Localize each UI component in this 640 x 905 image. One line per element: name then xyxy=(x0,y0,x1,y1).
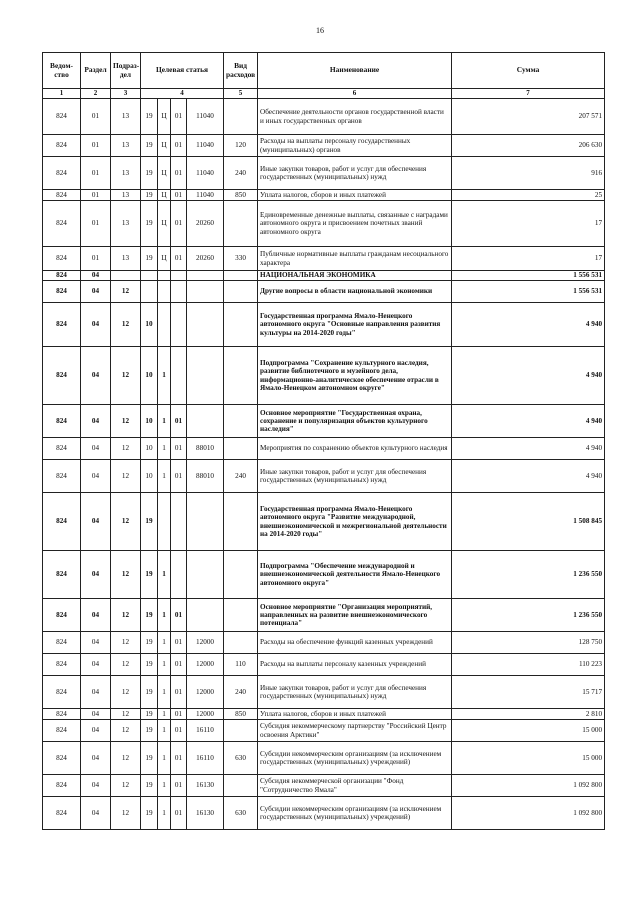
cell-vid-rashodov xyxy=(224,438,258,460)
cell-vedomstvo: 824 xyxy=(43,632,81,654)
cell-tselevaya-3: 01 xyxy=(171,190,187,201)
cell-vedomstvo: 824 xyxy=(43,157,81,190)
cell-podrazdel: 12 xyxy=(111,775,141,797)
cell-vid-rashodov xyxy=(224,493,258,551)
table-row xyxy=(43,460,605,493)
cell-podrazdel: 12 xyxy=(111,303,141,347)
cell-tselevaya-2: Ц xyxy=(158,135,171,157)
cell-summa: 2 810 xyxy=(452,709,605,720)
cell-tselevaya-1: 10 xyxy=(141,405,158,438)
cell-tselevaya-2: 1 xyxy=(158,775,171,797)
cell-podrazdel: 12 xyxy=(111,438,141,460)
cell-summa: 207 571 xyxy=(452,99,605,135)
cell-vedomstvo: 824 xyxy=(43,405,81,438)
cell-razdel: 04 xyxy=(81,405,111,438)
cell-tselevaya-3: 01 xyxy=(171,135,187,157)
cell-tselevaya-4 xyxy=(187,281,224,303)
cell-vedomstvo: 824 xyxy=(43,438,81,460)
cell-summa: 1 556 531 xyxy=(452,281,605,303)
cell-naimenovanie: Уплата налогов, сборов и иных платежей xyxy=(258,190,452,201)
header-razdel: Раздел xyxy=(81,53,111,89)
cell-tselevaya-2: Ц xyxy=(158,247,171,271)
cell-podrazdel: 12 xyxy=(111,493,141,551)
cell-tselevaya-3: 01 xyxy=(171,654,187,676)
cell-podrazdel: 13 xyxy=(111,157,141,190)
cell-naimenovanie: Субсидии некоммерческим организациям (за исключением государственных (муниципальных) учреждений) xyxy=(258,742,452,775)
table-row xyxy=(43,201,605,247)
cell-vedomstvo: 824 xyxy=(43,347,81,405)
table-row xyxy=(43,347,605,405)
cell-tselevaya-3: 01 xyxy=(171,797,187,830)
cell-vedomstvo: 824 xyxy=(43,775,81,797)
cell-tselevaya-2: 1 xyxy=(158,797,171,830)
cell-razdel: 04 xyxy=(81,493,111,551)
cell-vid-rashodov: 630 xyxy=(224,742,258,775)
cell-tselevaya-2: 1 xyxy=(158,438,171,460)
cell-tselevaya-3: 01 xyxy=(171,438,187,460)
cell-tselevaya-1: 19 xyxy=(141,676,158,709)
cell-tselevaya-2: Ц xyxy=(158,201,171,247)
cell-vedomstvo: 824 xyxy=(43,709,81,720)
cell-razdel: 01 xyxy=(81,201,111,247)
table-body xyxy=(43,99,605,830)
header-summa: Сумма xyxy=(452,53,605,89)
cell-podrazdel: 12 xyxy=(111,405,141,438)
cell-summa: 4 940 xyxy=(452,303,605,347)
cell-summa: 4 940 xyxy=(452,438,605,460)
table-row xyxy=(43,493,605,551)
col-number: 4 xyxy=(141,89,224,99)
cell-tselevaya-4 xyxy=(187,303,224,347)
cell-tselevaya-4: 16130 xyxy=(187,797,224,830)
cell-podrazdel: 12 xyxy=(111,742,141,775)
cell-naimenovanie: Основное мероприятие "Организация мероприятий, направленных на развитие внешнеэкономического потенциала" xyxy=(258,599,452,632)
col-number: 5 xyxy=(224,89,258,99)
cell-tselevaya-2 xyxy=(158,493,171,551)
cell-tselevaya-4: 16110 xyxy=(187,742,224,775)
cell-vedomstvo: 824 xyxy=(43,271,81,281)
cell-summa: 4 940 xyxy=(452,347,605,405)
table-row xyxy=(43,720,605,742)
cell-summa: 17 xyxy=(452,201,605,247)
cell-podrazdel: 12 xyxy=(111,720,141,742)
cell-vedomstvo: 824 xyxy=(43,135,81,157)
col-number: 1 xyxy=(43,89,81,99)
cell-razdel: 04 xyxy=(81,775,111,797)
cell-summa: 1 508 845 xyxy=(452,493,605,551)
cell-razdel: 04 xyxy=(81,303,111,347)
cell-naimenovanie: Подпрограмма "Обеспечение международной и внешнеэкономической деятельности Ямало-Ненецкого автономного округа" xyxy=(258,551,452,599)
cell-razdel: 04 xyxy=(81,797,111,830)
cell-tselevaya-2 xyxy=(158,271,171,281)
cell-podrazdel: 12 xyxy=(111,460,141,493)
cell-podrazdel: 13 xyxy=(111,247,141,271)
cell-razdel: 04 xyxy=(81,720,111,742)
cell-naimenovanie: Субсидии некоммерческим организациям (за исключением государственных (муниципальных) учреждений) xyxy=(258,797,452,830)
cell-tselevaya-1: 19 xyxy=(141,99,158,135)
cell-tselevaya-4: 16130 xyxy=(187,775,224,797)
cell-summa: 1 556 531 xyxy=(452,271,605,281)
cell-tselevaya-3: 01 xyxy=(171,157,187,190)
header-vid-rashodov: Вид расходов xyxy=(224,53,258,89)
cell-vedomstvo: 824 xyxy=(43,99,81,135)
cell-razdel: 04 xyxy=(81,551,111,599)
cell-tselevaya-3 xyxy=(171,347,187,405)
cell-naimenovanie: Субсидия некоммерческому партнерству "Российский Центр освоения Арктики" xyxy=(258,720,452,742)
page-number: 16 xyxy=(316,26,324,35)
cell-tselevaya-1: 19 xyxy=(141,599,158,632)
cell-summa: 17 xyxy=(452,247,605,271)
cell-tselevaya-1: 19 xyxy=(141,247,158,271)
cell-tselevaya-4 xyxy=(187,347,224,405)
cell-vid-rashodov xyxy=(224,347,258,405)
cell-tselevaya-1: 19 xyxy=(141,709,158,720)
cell-razdel: 04 xyxy=(81,709,111,720)
cell-tselevaya-1: 10 xyxy=(141,438,158,460)
col-number: 3 xyxy=(111,89,141,99)
cell-tselevaya-3: 01 xyxy=(171,99,187,135)
cell-naimenovanie: Обеспечение деятельности органов государственной власти и иных государственных органов xyxy=(258,99,452,135)
table-row xyxy=(43,190,605,201)
cell-vedomstvo: 824 xyxy=(43,303,81,347)
cell-tselevaya-3: 01 xyxy=(171,460,187,493)
cell-vedomstvo: 824 xyxy=(43,797,81,830)
cell-tselevaya-1: 19 xyxy=(141,190,158,201)
cell-naimenovanie: НАЦИОНАЛЬНАЯ ЭКОНОМИКА xyxy=(258,271,452,281)
cell-summa: 1 236 550 xyxy=(452,551,605,599)
cell-tselevaya-2 xyxy=(158,281,171,303)
cell-razdel: 01 xyxy=(81,135,111,157)
cell-tselevaya-2: Ц xyxy=(158,157,171,190)
cell-vid-rashodov xyxy=(224,632,258,654)
cell-tselevaya-3 xyxy=(171,303,187,347)
cell-tselevaya-1: 19 xyxy=(141,493,158,551)
cell-tselevaya-3 xyxy=(171,551,187,599)
cell-summa: 110 223 xyxy=(452,654,605,676)
cell-vedomstvo: 824 xyxy=(43,247,81,271)
cell-tselevaya-2: Ц xyxy=(158,190,171,201)
cell-naimenovanie: Расходы на выплаты персоналу государственных (муниципальных) органов xyxy=(258,135,452,157)
col-number: 2 xyxy=(81,89,111,99)
col-number: 6 xyxy=(258,89,452,99)
cell-razdel: 04 xyxy=(81,438,111,460)
cell-tselevaya-2: 1 xyxy=(158,709,171,720)
cell-razdel: 04 xyxy=(81,460,111,493)
header-vedomstvo: Ведом-ство xyxy=(43,53,81,89)
cell-naimenovanie: Расходы на обеспечение функций казенных учреждений xyxy=(258,632,452,654)
cell-tselevaya-3: 01 xyxy=(171,775,187,797)
cell-vid-rashodov xyxy=(224,599,258,632)
cell-vid-rashodov xyxy=(224,271,258,281)
column-number-row xyxy=(43,89,605,99)
table-row xyxy=(43,135,605,157)
cell-vid-rashodov: 120 xyxy=(224,135,258,157)
cell-tselevaya-1: 19 xyxy=(141,632,158,654)
cell-razdel: 04 xyxy=(81,271,111,281)
cell-podrazdel: 12 xyxy=(111,797,141,830)
cell-vid-rashodov xyxy=(224,775,258,797)
cell-summa: 4 940 xyxy=(452,405,605,438)
cell-podrazdel: 12 xyxy=(111,654,141,676)
cell-podrazdel: 12 xyxy=(111,676,141,709)
cell-vid-rashodov: 850 xyxy=(224,709,258,720)
cell-tselevaya-1: 10 xyxy=(141,460,158,493)
cell-vid-rashodov: 850 xyxy=(224,190,258,201)
cell-vid-rashodov: 630 xyxy=(224,797,258,830)
header-tselevaya-statya: Целевая статья xyxy=(141,53,224,89)
cell-tselevaya-4: 11040 xyxy=(187,135,224,157)
cell-razdel: 04 xyxy=(81,676,111,709)
cell-razdel: 04 xyxy=(81,742,111,775)
cell-tselevaya-4: 11040 xyxy=(187,99,224,135)
cell-razdel: 01 xyxy=(81,99,111,135)
cell-tselevaya-2: 1 xyxy=(158,654,171,676)
cell-vid-rashodov xyxy=(224,281,258,303)
cell-tselevaya-3: 01 xyxy=(171,599,187,632)
header-podrazdel: Подраз-дел xyxy=(111,53,141,89)
table-row xyxy=(43,303,605,347)
cell-vedomstvo: 824 xyxy=(43,599,81,632)
cell-tselevaya-3: 01 xyxy=(171,405,187,438)
cell-podrazdel: 12 xyxy=(111,347,141,405)
table-row xyxy=(43,709,605,720)
cell-summa: 206 630 xyxy=(452,135,605,157)
cell-summa: 128 750 xyxy=(452,632,605,654)
cell-naimenovanie: Иные закупки товаров, работ и услуг для обеспечения государственных (муниципальных) нужд xyxy=(258,157,452,190)
cell-summa: 15 000 xyxy=(452,742,605,775)
cell-vid-rashodov: 110 xyxy=(224,654,258,676)
cell-summa: 15 000 xyxy=(452,720,605,742)
table-row xyxy=(43,775,605,797)
table-row xyxy=(43,676,605,709)
cell-naimenovanie: Подпрограмма "Сохранение культурного наследия, развитие библиотечного и музейного дела, информационно-аналитическое обеспечение отрасли в Ямало-Ненецком автономном округе" xyxy=(258,347,452,405)
cell-naimenovanie: Основное мероприятие "Государственная охрана, сохранение и популяризация объектов культурного наследия" xyxy=(258,405,452,438)
table-row xyxy=(43,599,605,632)
cell-tselevaya-1: 19 xyxy=(141,201,158,247)
cell-razdel: 04 xyxy=(81,599,111,632)
cell-tselevaya-4 xyxy=(187,405,224,438)
cell-tselevaya-2: 1 xyxy=(158,742,171,775)
cell-razdel: 01 xyxy=(81,190,111,201)
cell-vid-rashodov: 240 xyxy=(224,676,258,709)
cell-tselevaya-2: 1 xyxy=(158,347,171,405)
table-row xyxy=(43,438,605,460)
cell-vedomstvo: 824 xyxy=(43,742,81,775)
cell-tselevaya-3 xyxy=(171,271,187,281)
cell-vedomstvo: 824 xyxy=(43,720,81,742)
cell-razdel: 01 xyxy=(81,157,111,190)
cell-tselevaya-4: 12000 xyxy=(187,676,224,709)
cell-vid-rashodov xyxy=(224,201,258,247)
cell-summa: 1 236 550 xyxy=(452,599,605,632)
cell-summa: 25 xyxy=(452,190,605,201)
cell-tselevaya-3: 01 xyxy=(171,676,187,709)
table-row xyxy=(43,281,605,303)
cell-vedomstvo: 824 xyxy=(43,201,81,247)
table-row xyxy=(43,405,605,438)
cell-tselevaya-1: 19 xyxy=(141,797,158,830)
cell-vid-rashodov xyxy=(224,99,258,135)
cell-tselevaya-2: Ц xyxy=(158,99,171,135)
cell-naimenovanie: Уплата налогов, сборов и иных платежей xyxy=(258,709,452,720)
table-row xyxy=(43,99,605,135)
col-number: 7 xyxy=(452,89,605,99)
cell-tselevaya-2: 1 xyxy=(158,405,171,438)
cell-razdel: 04 xyxy=(81,632,111,654)
cell-podrazdel: 12 xyxy=(111,599,141,632)
cell-vid-rashodov xyxy=(224,551,258,599)
cell-tselevaya-1 xyxy=(141,281,158,303)
cell-summa: 1 092 800 xyxy=(452,775,605,797)
cell-tselevaya-3: 01 xyxy=(171,201,187,247)
cell-tselevaya-1: 19 xyxy=(141,551,158,599)
cell-razdel: 04 xyxy=(81,347,111,405)
table-row xyxy=(43,551,605,599)
cell-tselevaya-4: 88010 xyxy=(187,460,224,493)
cell-vedomstvo: 824 xyxy=(43,190,81,201)
cell-vid-rashodov xyxy=(224,405,258,438)
cell-podrazdel: 13 xyxy=(111,201,141,247)
table-row xyxy=(43,797,605,830)
cell-naimenovanie: Другие вопросы в области национальной экономики xyxy=(258,281,452,303)
cell-razdel: 04 xyxy=(81,281,111,303)
cell-tselevaya-2: 1 xyxy=(158,676,171,709)
cell-tselevaya-4: 12000 xyxy=(187,654,224,676)
cell-naimenovanie: Субсидия некоммерческой организации "Фонд "Сотрудничество Ямала" xyxy=(258,775,452,797)
cell-tselevaya-3: 01 xyxy=(171,742,187,775)
cell-razdel: 04 xyxy=(81,654,111,676)
cell-tselevaya-4 xyxy=(187,493,224,551)
cell-tselevaya-4 xyxy=(187,551,224,599)
cell-tselevaya-1: 19 xyxy=(141,775,158,797)
cell-summa: 916 xyxy=(452,157,605,190)
cell-vedomstvo: 824 xyxy=(43,551,81,599)
cell-vedomstvo: 824 xyxy=(43,460,81,493)
cell-tselevaya-4: 12000 xyxy=(187,709,224,720)
cell-vedomstvo: 824 xyxy=(43,676,81,709)
cell-naimenovanie: Публичные нормативные выплаты гражданам несоциального характера xyxy=(258,247,452,271)
cell-podrazdel: 13 xyxy=(111,135,141,157)
cell-tselevaya-3: 01 xyxy=(171,632,187,654)
cell-summa: 15 717 xyxy=(452,676,605,709)
cell-tselevaya-2: 1 xyxy=(158,551,171,599)
header-row xyxy=(43,53,605,89)
cell-tselevaya-2: 1 xyxy=(158,460,171,493)
cell-vid-rashodov: 330 xyxy=(224,247,258,271)
cell-tselevaya-2 xyxy=(158,303,171,347)
cell-tselevaya-4: 20260 xyxy=(187,201,224,247)
cell-podrazdel: 13 xyxy=(111,99,141,135)
cell-tselevaya-1: 19 xyxy=(141,135,158,157)
cell-naimenovanie: Единовременные денежные выплаты, связанные с наградами автономного округа и присвоением почетных званий автономного округа xyxy=(258,201,452,247)
cell-podrazdel: 12 xyxy=(111,632,141,654)
table-row xyxy=(43,632,605,654)
cell-tselevaya-4 xyxy=(187,599,224,632)
cell-summa: 1 092 800 xyxy=(452,797,605,830)
cell-podrazdel xyxy=(111,271,141,281)
cell-tselevaya-4: 20260 xyxy=(187,247,224,271)
cell-podrazdel: 12 xyxy=(111,281,141,303)
cell-tselevaya-1: 19 xyxy=(141,742,158,775)
table-row xyxy=(43,742,605,775)
cell-tselevaya-4: 11040 xyxy=(187,190,224,201)
cell-tselevaya-3: 01 xyxy=(171,709,187,720)
cell-tselevaya-1: 19 xyxy=(141,720,158,742)
cell-tselevaya-1: 19 xyxy=(141,654,158,676)
cell-tselevaya-1: 19 xyxy=(141,157,158,190)
cell-tselevaya-2: 1 xyxy=(158,720,171,742)
cell-tselevaya-4: 11040 xyxy=(187,157,224,190)
cell-naimenovanie: Иные закупки товаров, работ и услуг для обеспечения государственных (муниципальных) нужд xyxy=(258,460,452,493)
cell-vid-rashodov xyxy=(224,720,258,742)
cell-tselevaya-4: 16110 xyxy=(187,720,224,742)
cell-tselevaya-2: 1 xyxy=(158,632,171,654)
cell-tselevaya-1 xyxy=(141,271,158,281)
cell-razdel: 01 xyxy=(81,247,111,271)
cell-vedomstvo: 824 xyxy=(43,654,81,676)
cell-podrazdel: 12 xyxy=(111,709,141,720)
cell-tselevaya-4: 12000 xyxy=(187,632,224,654)
cell-naimenovanie: Расходы на выплаты персоналу казенных учреждений xyxy=(258,654,452,676)
table-row xyxy=(43,247,605,271)
cell-tselevaya-1: 10 xyxy=(141,303,158,347)
cell-tselevaya-3 xyxy=(171,281,187,303)
cell-tselevaya-3: 01 xyxy=(171,247,187,271)
cell-tselevaya-1: 10 xyxy=(141,347,158,405)
cell-naimenovanie: Иные закупки товаров, работ и услуг для обеспечения государственных (муниципальных) нужд xyxy=(258,676,452,709)
cell-vid-rashodov: 240 xyxy=(224,157,258,190)
header-naimenovanie: Наименование xyxy=(258,53,452,89)
table-row xyxy=(43,157,605,190)
cell-naimenovanie: Государственная программа Ямало-Ненецкого автономного округа "Основные направления развития культуры на 2014-2020 годы" xyxy=(258,303,452,347)
cell-tselevaya-3: 01 xyxy=(171,720,187,742)
cell-naimenovanie: Мероприятия по сохранению объектов культурного наследия xyxy=(258,438,452,460)
cell-vedomstvo: 824 xyxy=(43,493,81,551)
cell-tselevaya-4 xyxy=(187,271,224,281)
cell-tselevaya-4: 88010 xyxy=(187,438,224,460)
cell-naimenovanie: Государственная программа Ямало-Ненецкого автономного округа "Развитие международной, внешнеэкономической и межрегиональной деятельности на 2014-2020 годы" xyxy=(258,493,452,551)
cell-podrazdel: 12 xyxy=(111,551,141,599)
cell-vid-rashodov: 240 xyxy=(224,460,258,493)
cell-tselevaya-2: 1 xyxy=(158,599,171,632)
cell-tselevaya-3 xyxy=(171,493,187,551)
table-row xyxy=(43,271,605,281)
cell-podrazdel: 13 xyxy=(111,190,141,201)
table-row xyxy=(43,654,605,676)
budget-table xyxy=(42,52,605,830)
cell-summa: 4 940 xyxy=(452,460,605,493)
cell-vedomstvo: 824 xyxy=(43,281,81,303)
cell-vid-rashodov xyxy=(224,303,258,347)
